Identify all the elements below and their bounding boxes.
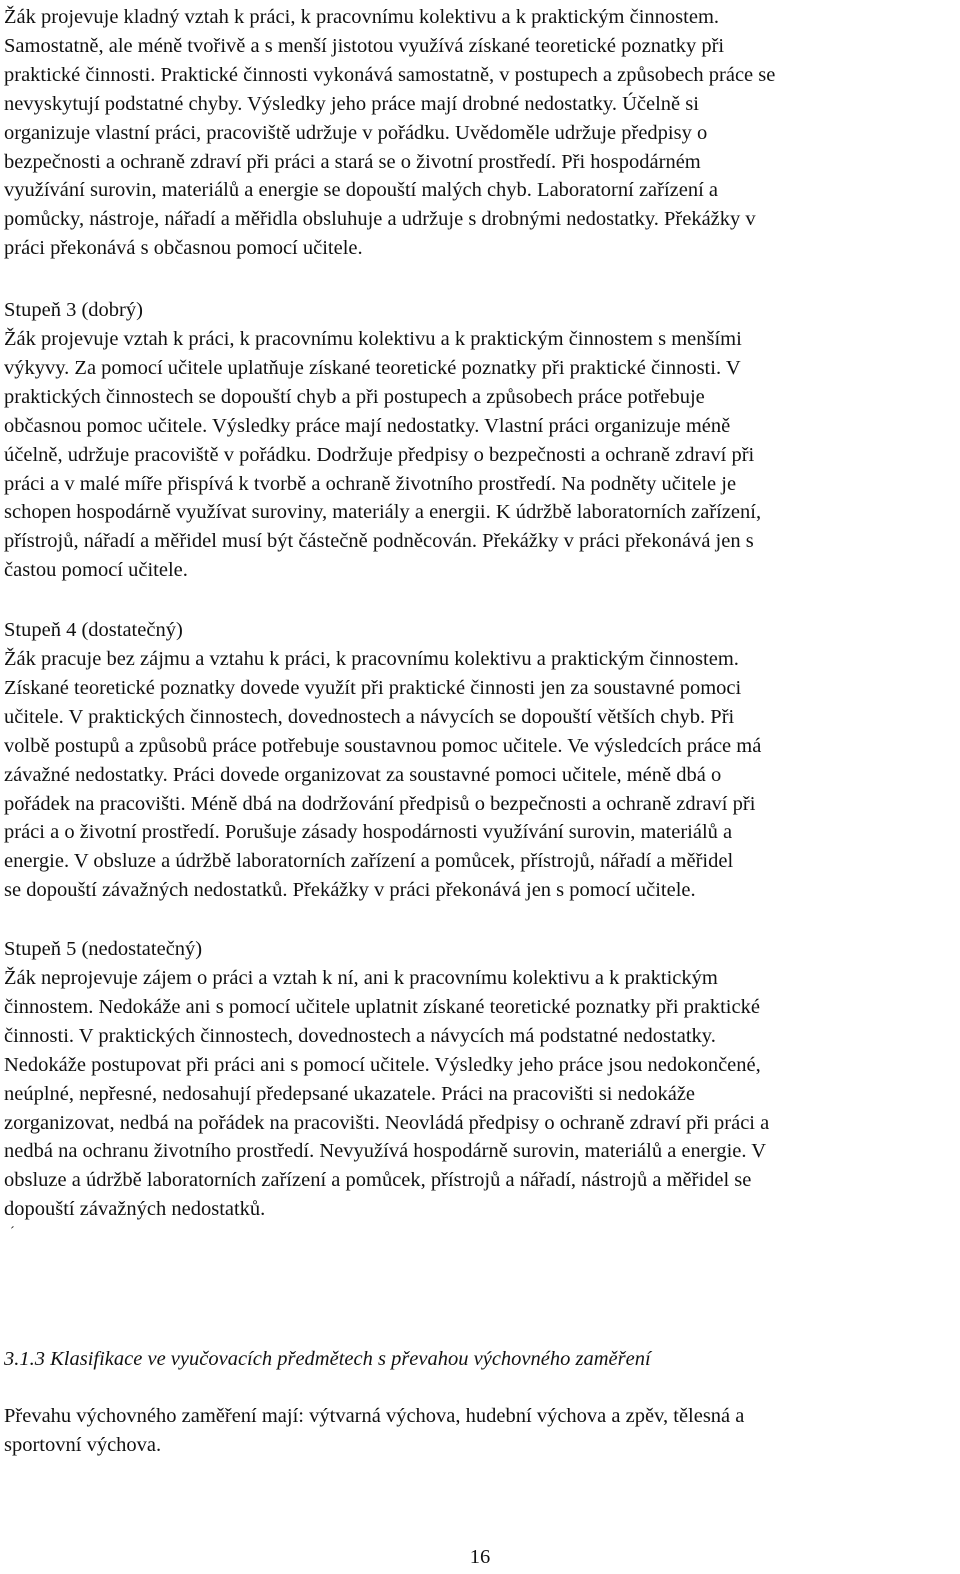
text-line: závažné nedostatky. Práci dovede organizovat za soustavné pomoci učitele, méně dbá o (4, 763, 722, 786)
text-line: nedbá na ochranu životního prostředí. Nevyužívá hospodárně surovin, materiálů a energie. V (4, 1140, 767, 1163)
text-line: neúplné, nepřesné, nedosahují předepsané ukazatele. Práci na pracovišti si nedokáže (4, 1082, 696, 1105)
intro-paragraph (4, 3, 956, 263)
grade-3-paragraph (4, 325, 956, 585)
text-line: občasnou pomoc učitele. Výsledky práce mají nedostatky. Vlastní práci organizuje méně (4, 414, 731, 437)
text-line: se dopouští závažných nedostatků. Překážky v práci překonává jen s pomocí učitele. (4, 879, 696, 902)
text-line: činnosti. V praktických činnostech, dovednostech a návycích má podstatné nedostatky. (4, 1024, 716, 1047)
text-line: Žák neprojevuje zájem o práci a vztah k ní, ani k pracovnímu kolektivu a k praktickým (4, 967, 718, 989)
text-line: účelně, udržuje pracoviště v pořádku. Dodržuje předpisy o bezpečnosti a ochraně zdraví při (4, 443, 755, 466)
text-line: Žák pracuje bez zájmu a vztahu k práci, k pracovnímu kolektivu a praktickým činnostem. (4, 648, 739, 670)
text-line: dopouští závažných nedostatků. (4, 1198, 266, 1221)
stray-accent-mark: ´ (10, 1225, 15, 1240)
text-line: práci a v malé míře přispívá k tvorbě a ochraně životního prostředí. Na podněty učitele je (4, 472, 737, 495)
text-line: Převahu výchovného zaměření mají: výtvarná výchova, hudební výchova a zpěv, tělesná a (4, 1405, 745, 1427)
text-line: bezpečnosti a ochraně zdraví při práci a stará se o životní prostředí. Při hospodárném (4, 150, 701, 173)
grade-4-heading: Stupeň 4 (dostatečný) (4, 619, 183, 641)
text-line: sportovní výchova. (4, 1433, 162, 1456)
text-line: pořádek na pracovišti. Méně dbá na dodržování předpisů o bezpečnosti a ochraně zdraví při (4, 792, 756, 815)
text-line: přístrojů, nářadí a měřidel musí být částečně podněcován. Překážky v práci překonává jen s (4, 530, 754, 553)
page-number: 16 (469, 1546, 491, 1568)
text-line: nevyskytují podstatné chyby. Výsledky jeho práce mají drobné nedostatky. Účelně si (4, 92, 699, 115)
section-paragraph (4, 1402, 956, 1460)
grade-5-heading: Stupeň 5 (nedostatečný) (4, 938, 203, 960)
text-line: obsluze a údržbě laboratorních zařízení a pomůcek, přístrojů a nářadí, nástrojů a měřidel se (4, 1169, 752, 1192)
grade-3-heading: Stupeň 3 (dobrý) (4, 299, 143, 321)
text-line: energie. V obsluze a údržbě laboratorních zařízení a pomůcek, přístrojů, nářadí a měřidel (4, 850, 734, 873)
text-line: častou pomocí učitele. (4, 559, 188, 582)
grade-5-paragraph (4, 964, 956, 1224)
text-line: Samostatně, ale méně tvořivě a s menší jistotou využívá získané teoretické poznatky při (4, 34, 725, 57)
text-line: Získané teoretické poznatky dovede využít při praktické činnosti jen za soustavné pomoci (4, 676, 742, 699)
text-line: práci překonává s občasnou pomocí učitele. (4, 237, 363, 260)
text-line: práci a o životní prostředí. Porušuje zásady hospodárnosti využívání surovin, materiálů a (4, 821, 733, 844)
text-line: učitele. V praktických činnostech, dovednostech a návycích se dopouští větších chyb. Při (4, 705, 735, 728)
text-line: praktických činnostech se dopouští chyb a při postupech a způsobech práce potřebuje (4, 385, 705, 408)
text-line: Žák projevuje vztah k práci, k pracovnímu kolektivu a k praktickým činnostem s menšími (4, 328, 742, 350)
text-line: činnostem. Nedokáže ani s pomocí učitele uplatnit získané teoretické poznatky při praktické (4, 995, 760, 1018)
text-line: Nedokáže postupovat při práci ani s pomocí učitele. Výsledky jeho práce jsou nedokončené, (4, 1053, 761, 1076)
text-line: praktické činnosti. Praktické činnosti vykonává samostatně, v postupech a způsobech práce se (4, 63, 776, 86)
text-line: organizuje vlastní práci, pracoviště udržuje v pořádku. Uvědoměle udržuje předpisy o (4, 121, 708, 144)
text-line: využívání surovin, materiálů a energie se dopouští malých chyb. Laboratorní zařízení a (4, 179, 719, 202)
text-line: schopen hospodárně využívat suroviny, materiály a energii. K údržbě laboratorních zařízení, (4, 501, 762, 524)
text-line: zorganizovat, nedbá na pořádek na pracovišti. Neovládá předpisy o ochraně zdraví při práci a (4, 1111, 770, 1134)
text-line: Žák projevuje kladný vztah k práci, k pracovnímu kolektivu a k praktickým činnostem. (4, 6, 720, 28)
text-line: pomůcky, nástroje, nářadí a měřidla obsluhuje a udržuje s drobnými nedostatky. Překážky v (4, 208, 756, 231)
text-line: výkyvy. Za pomocí učitele uplatňuje získané teoretické poznatky při praktické činnosti. V (4, 356, 741, 379)
grade-4-paragraph (4, 645, 956, 905)
section-heading: 3.1.3 Klasifikace ve vyučovacích předmětech s převahou výchovného zaměření (4, 1348, 651, 1370)
text-line: volbě postupů a způsobů práce potřebuje soustavnou pomoc učitele. Ve výsledcích práce má (4, 734, 762, 757)
